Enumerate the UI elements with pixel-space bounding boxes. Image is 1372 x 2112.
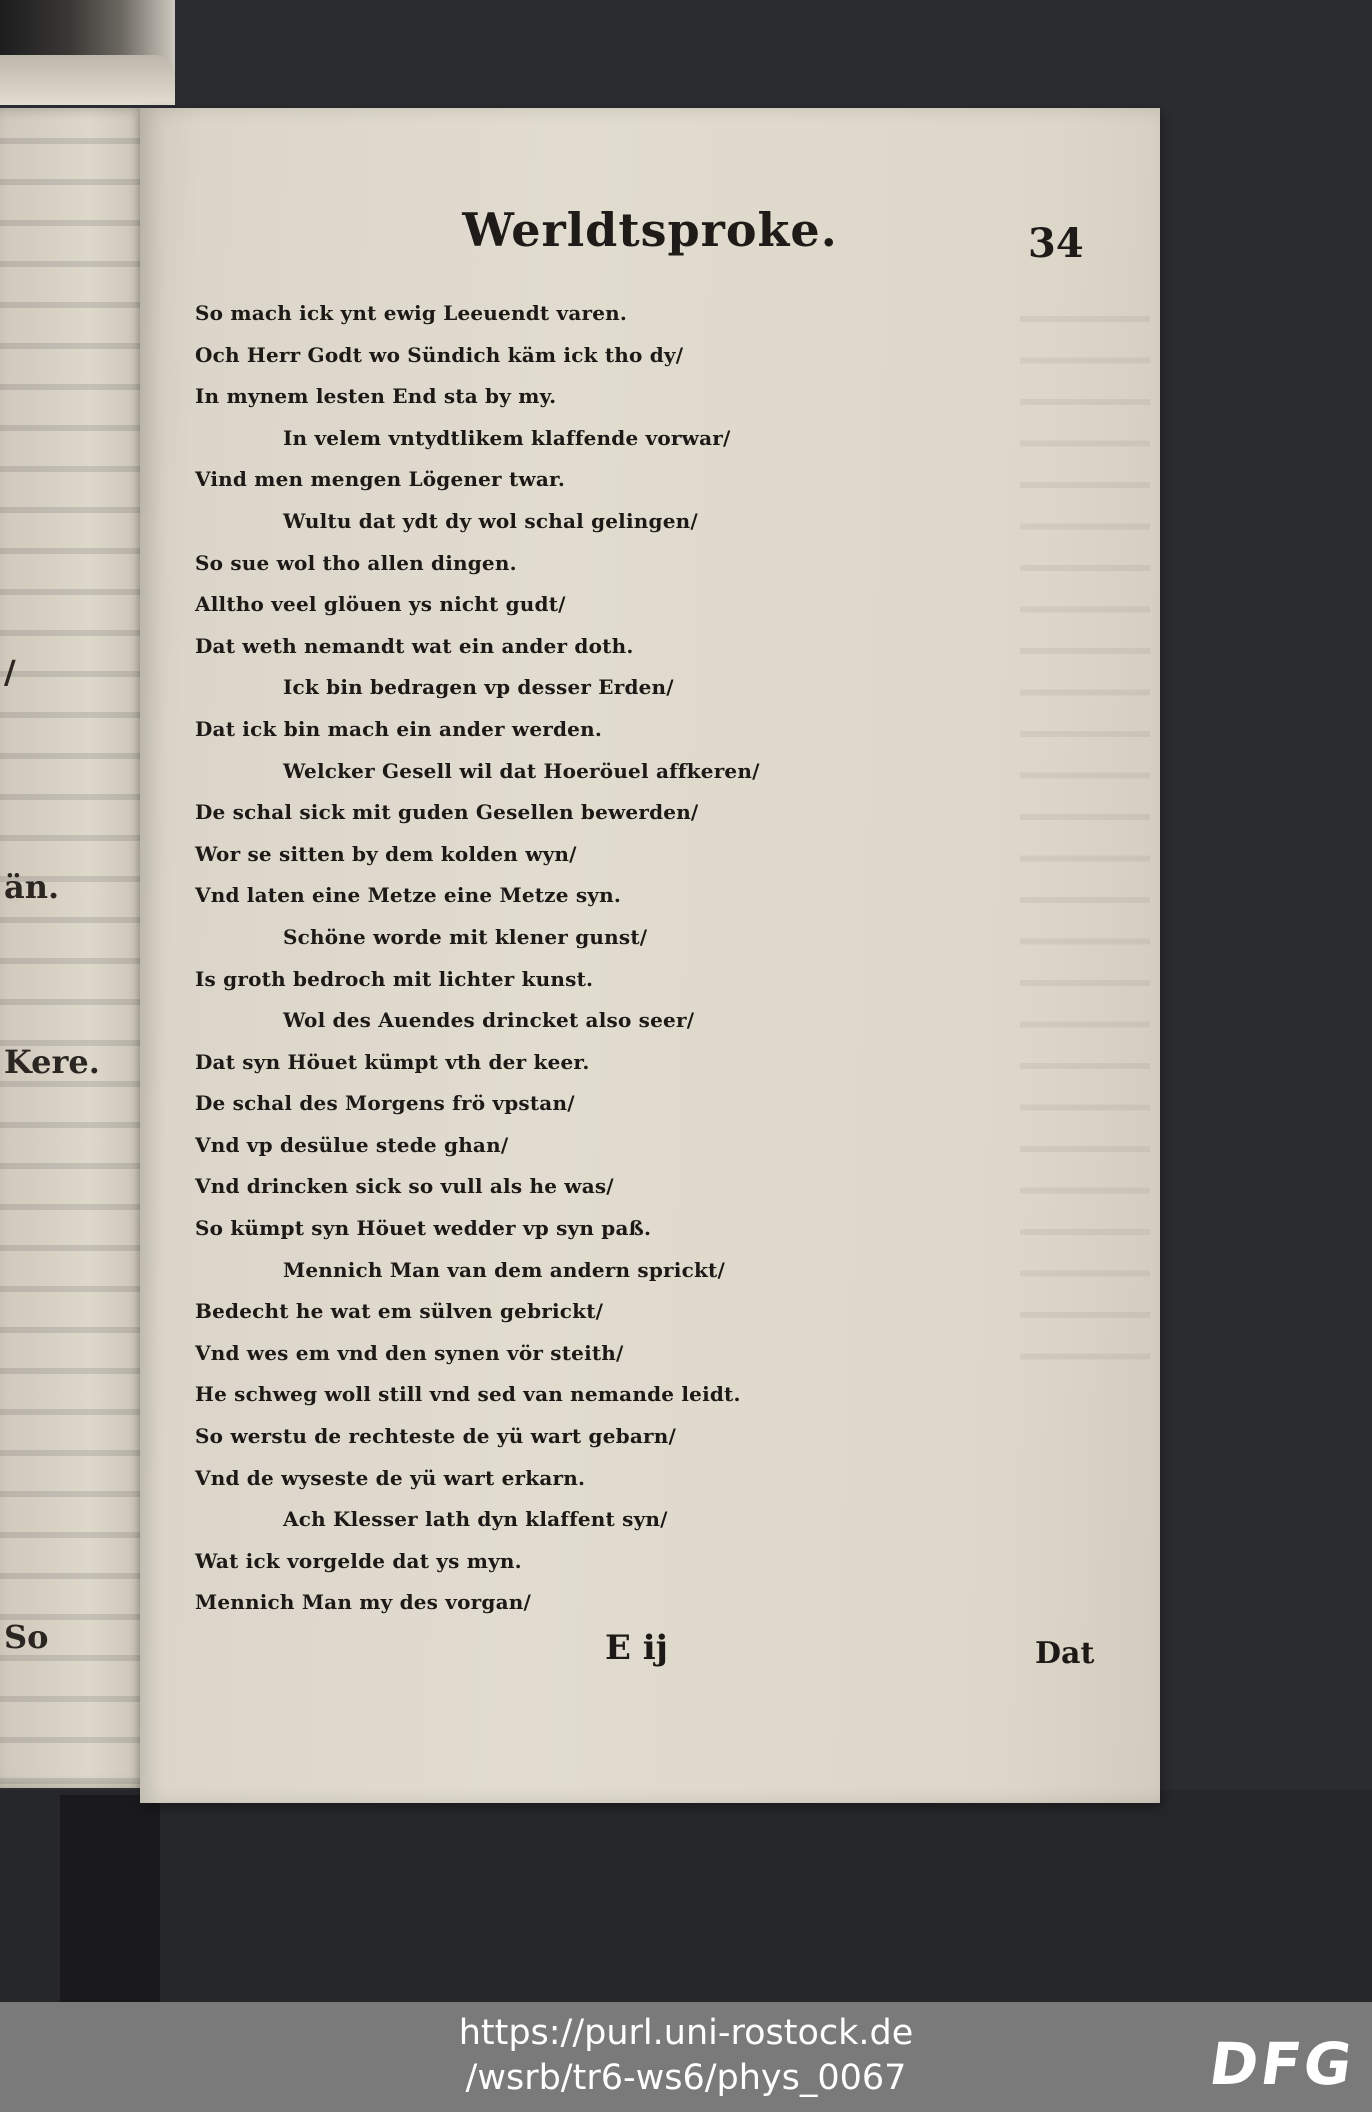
text-line: Wultu dat ydt dy wol schal gelingen/ <box>283 508 698 533</box>
text-line: So kümpt syn Höuet wedder vp syn paß. <box>195 1216 652 1241</box>
text-line: Is groth bedroch mit lichter kunst. <box>195 966 594 991</box>
text-line: Wor se sitten by dem kolden wyn/ <box>195 841 577 866</box>
previous-page <box>0 108 150 1788</box>
text-line: Wol des Auendes drincket also seer/ <box>283 1008 695 1033</box>
text-line: Vnd de wyseste de yü wart erkarn. <box>195 1465 586 1490</box>
text-line: So mach ick ynt ewig Leeuendt varen. <box>195 301 628 325</box>
text-line: De schal des Morgens frö vpstan/ <box>195 1091 575 1116</box>
text-line: Welcker Gesell wil dat Hoeröuel affkeren/ <box>283 758 760 783</box>
previous-page-fragment: / <box>4 653 16 691</box>
book-board-edge <box>60 1795 160 2002</box>
text-line: Mennich Man van dem andern sprickt/ <box>283 1257 725 1282</box>
previous-page-fragment: So <box>4 1618 49 1656</box>
previous-page-fragment: än. <box>4 868 60 906</box>
text-line: So werstu de rechteste de yü wart gebarn/ <box>195 1424 676 1449</box>
text-line: Bedecht he wat em sülven gebrickt/ <box>195 1299 604 1324</box>
permalink-line-2[interactable]: /wsrb/tr6-ws6/phys_0067 <box>465 2058 907 2098</box>
text-line: Dat ick bin mach ein ander werden. <box>195 716 603 741</box>
text-block <box>195 293 1155 1624</box>
text-line: Wat ick vorgelde dat ys myn. <box>195 1548 522 1573</box>
book-page <box>140 108 1160 1803</box>
running-head: Werldtsproke. <box>462 203 838 257</box>
text-line: So sue wol tho allen dingen. <box>195 550 517 575</box>
text-line: De schal sick mit guden Gesellen bewerden/ <box>195 800 699 825</box>
book-board <box>0 1790 1372 2002</box>
text-line: In velem vntydtlikem klaffende vorwar/ <box>283 425 731 450</box>
spine-edge <box>0 55 175 105</box>
catchword: Dat <box>1035 1636 1095 1671</box>
text-line: Dat syn Höuet kümpt vth der keer. <box>195 1049 590 1074</box>
text-line: Vind men mengen Lögener twar. <box>195 467 566 492</box>
text-line: Vnd drincken sick so vull als he was/ <box>195 1174 614 1199</box>
footer-bar <box>0 2002 1372 2112</box>
text-line: Vnd vp desülue stede ghan/ <box>195 1132 509 1157</box>
text-line: Schöne worde mit klener gunst/ <box>283 924 648 949</box>
text-line: Ick bin bedragen vp desser Erden/ <box>283 675 674 700</box>
permalink[interactable] <box>0 2011 1372 2101</box>
text-line: Alltho veel glöuen ys nicht gudt/ <box>195 592 566 617</box>
text-line: He schweg woll still vnd sed van nemande leidt. <box>195 1382 741 1407</box>
text-line: Ach Klesser lath dyn klaffent syn/ <box>283 1507 668 1532</box>
text-line: Vnd laten eine Metze eine Metze syn. <box>195 883 622 908</box>
text-line: Mennich Man my des vorgan/ <box>195 1590 531 1615</box>
text-line: Och Herr Godt wo Sündich käm ick tho dy/ <box>195 342 684 367</box>
text-line: In mynem lesten End sta by my. <box>195 384 557 409</box>
previous-page-fragment: Kere. <box>4 1043 100 1081</box>
text-line: Dat weth nemandt wat ein ander doth. <box>195 633 634 658</box>
previous-page-bleedthrough <box>0 108 150 1788</box>
dfg-logo: DFG <box>1205 2030 1360 2098</box>
text-line: Vnd wes em vnd den synen vör steith/ <box>195 1340 624 1365</box>
page-number: 34 <box>1028 220 1084 267</box>
signature-mark: E ij <box>605 1628 668 1668</box>
permalink-line-1[interactable]: https://purl.uni-rostock.de <box>458 2013 914 2053</box>
